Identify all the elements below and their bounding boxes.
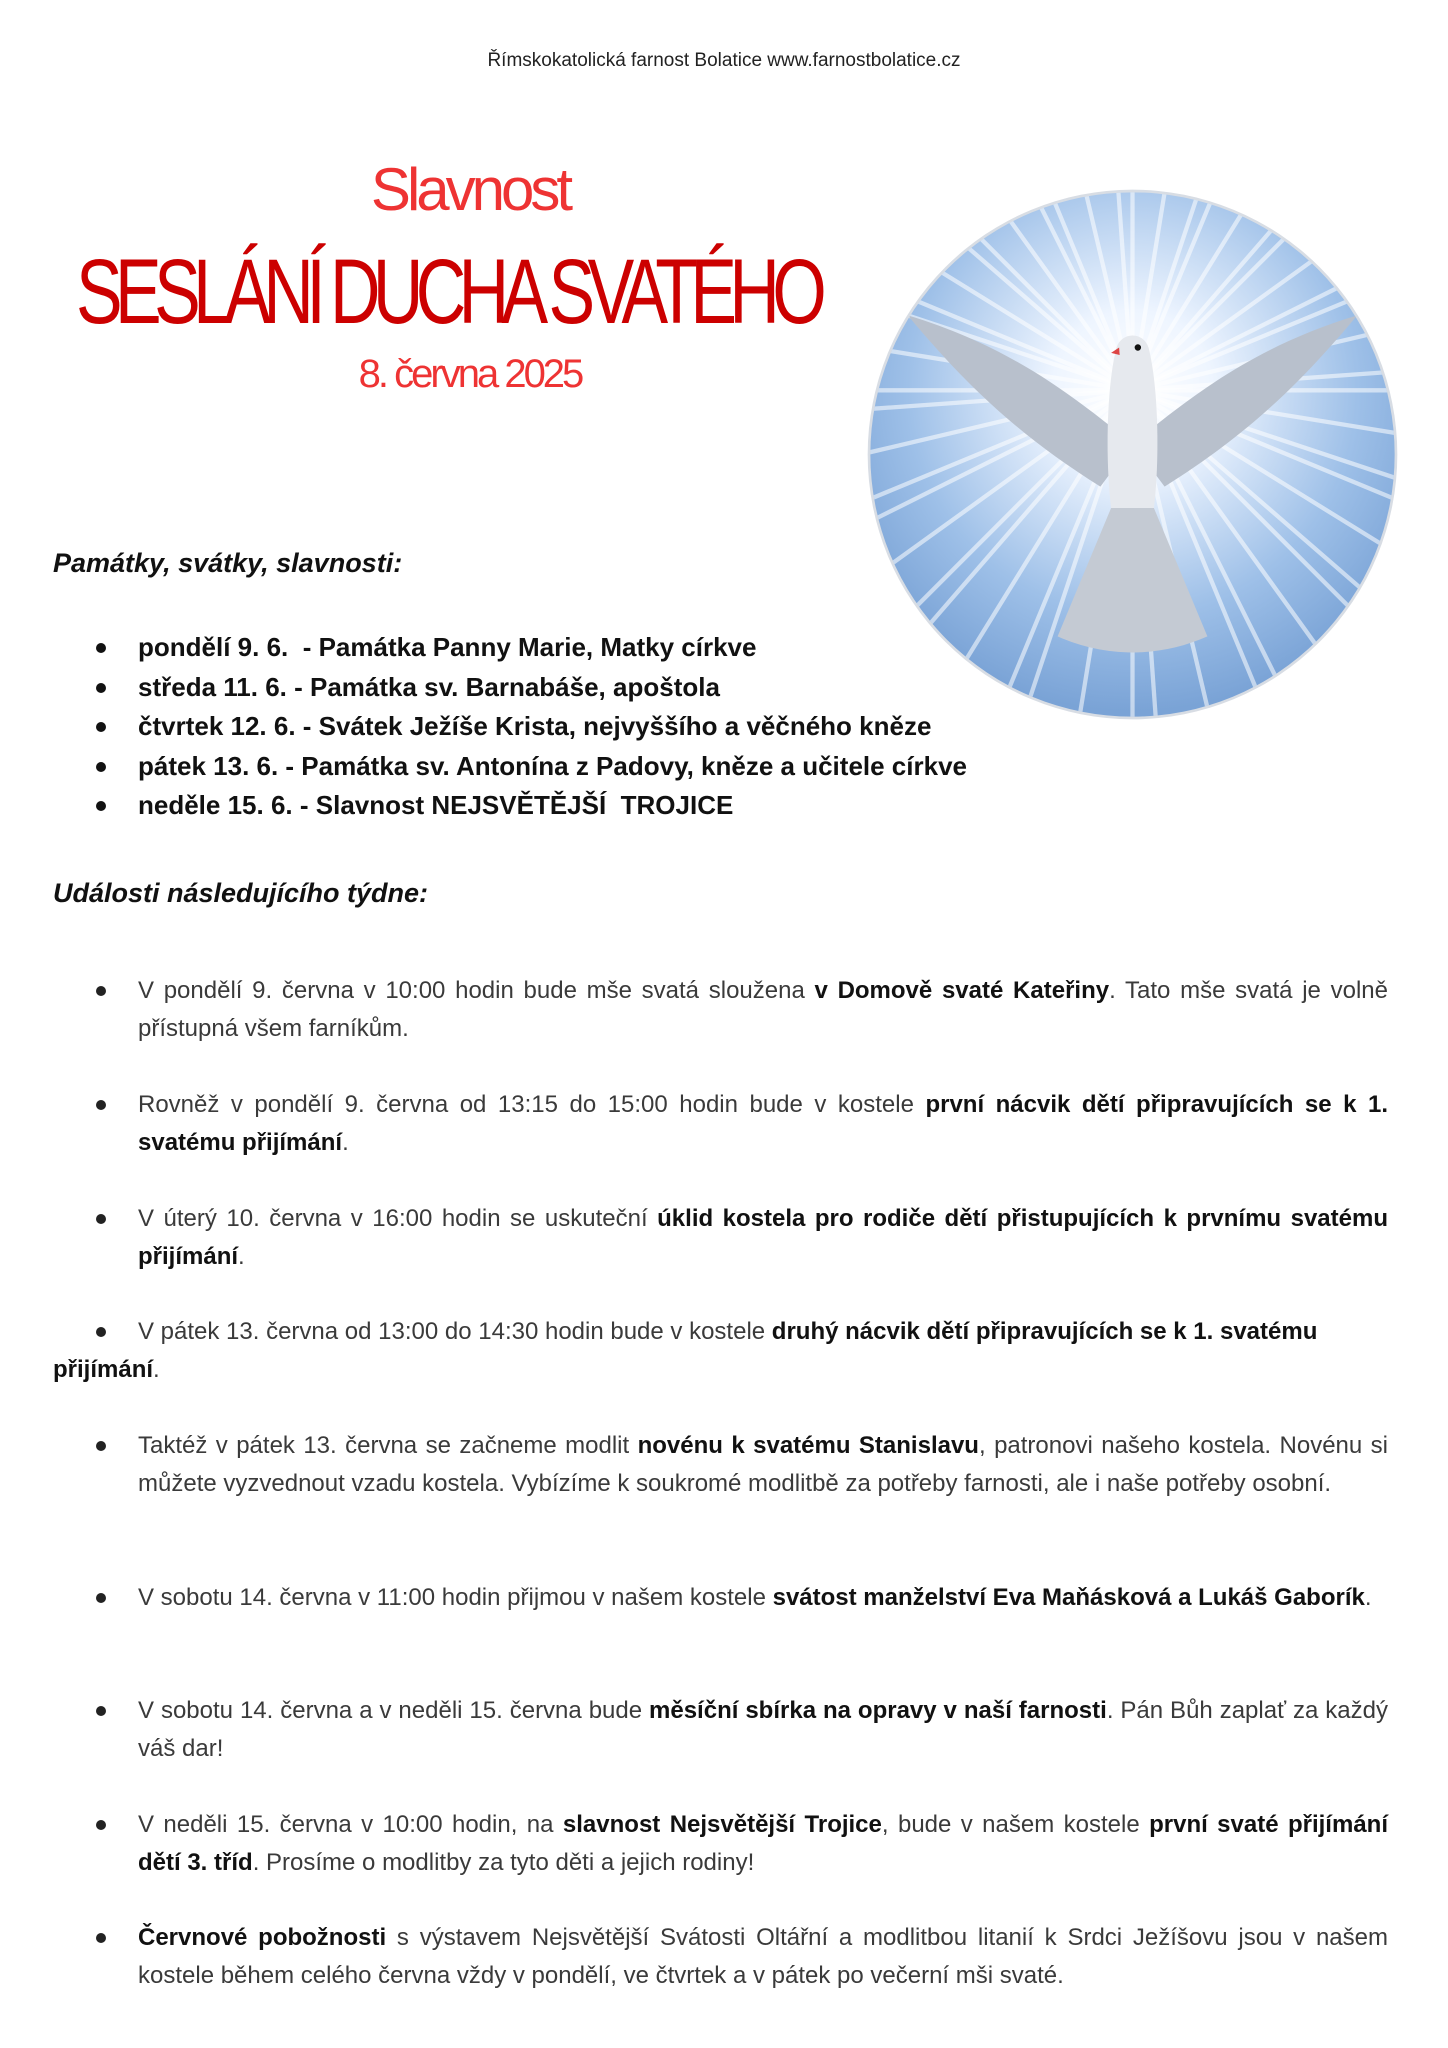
event-highlight: druhý nácvik dětí připravujících se k 1. svatému přijímání bbox=[53, 1318, 1318, 1383]
event-highlight: novénu k svatému Stanislavu bbox=[637, 1432, 979, 1459]
events-heading: Události následujícího týdne: bbox=[53, 878, 429, 908]
event-item bbox=[138, 1086, 1388, 1161]
event-text: s výstavem Nejsvětější Svátosti Oltářní a modlitbou litanií k Srdci Ježíšovu jsou v našem kostele během celého června vždy v pondělí, ve čtvrtek a v pátek po večerní mši svaté. bbox=[138, 1924, 1388, 1989]
event-highlight: svátost manželství Eva Maňásková a Lukáš Gaborík bbox=[772, 1584, 1365, 1611]
event-text: . bbox=[1364, 1584, 1372, 1611]
title-date: 8. června 2025 bbox=[358, 352, 582, 396]
event-text: . Pán Bůh zaplať za každý váš dar! bbox=[138, 1697, 1388, 1762]
event-highlight: první nácvik dětí připravujících se k 1. svatému přijímání bbox=[138, 1091, 1389, 1156]
bullet-icon bbox=[96, 1100, 106, 1110]
event-text: . Tato mše svatá je volně přístupná všem farníkům. bbox=[138, 977, 1388, 1042]
event-item bbox=[53, 1313, 1353, 1388]
event-text: Rovněž v pondělí 9. června od 13:15 do 15:00 hodin bude v kostele bbox=[138, 1091, 926, 1118]
bullet-icon bbox=[96, 1706, 106, 1716]
title-line-2: SESLÁNÍ DUCHA SVATÉHO bbox=[76, 241, 820, 343]
event-highlight: slavnost Nejsvětější Trojice bbox=[562, 1811, 882, 1838]
event-text: . bbox=[153, 1355, 160, 1383]
bullet-icon bbox=[96, 1214, 106, 1224]
event-text: V pondělí 9. června v 10:00 hodin bude mše svatá sloužena bbox=[138, 977, 815, 1004]
event-item bbox=[138, 1427, 1388, 1502]
event-item bbox=[138, 1692, 1388, 1767]
list-item bbox=[0, 707, 967, 747]
event-text: , bude v našem kostele bbox=[881, 1811, 1150, 1838]
feast-text: neděle 15. 6. - Slavnost NEJSVĚTĚJŠÍ TROJICE bbox=[138, 790, 734, 820]
event-item bbox=[138, 972, 1388, 1047]
bullet-icon bbox=[96, 762, 106, 772]
event-item bbox=[138, 1579, 1388, 1617]
event-item bbox=[138, 1806, 1388, 1881]
bullet-icon bbox=[96, 986, 106, 996]
event-text: . bbox=[342, 1128, 349, 1156]
event-text: V úterý 10. června v 16:00 hodin se uskuteční bbox=[138, 1205, 658, 1232]
list-item bbox=[0, 668, 967, 708]
page-header: Římskokatolická farnost Bolatice www.farnostbolatice.cz bbox=[487, 50, 961, 71]
bullet-icon bbox=[96, 643, 106, 653]
list-item bbox=[0, 747, 967, 787]
bullet-icon bbox=[96, 1820, 106, 1830]
feast-text: čtvrtek 12. 6. - Svátek Ježíše Krista, nejvyššího a věčného kněze bbox=[138, 711, 932, 741]
list-item bbox=[0, 786, 967, 826]
bullet-icon bbox=[96, 683, 106, 693]
event-text: V sobotu 14. června v 11:00 hodin přijmou v našem kostele bbox=[138, 1584, 773, 1611]
bullet-icon bbox=[96, 722, 106, 732]
event-text: Taktéž v pátek 13. června se začneme modlit bbox=[138, 1432, 638, 1459]
bullet-icon bbox=[96, 1441, 106, 1451]
bullet-icon bbox=[96, 1327, 106, 1337]
feast-text: pondělí 9. 6. - Památka Panny Marie, Matky církve bbox=[138, 632, 757, 662]
feasts-list bbox=[0, 628, 967, 826]
feast-text: středa 11. 6. - Památka sv. Barnabáše, apoštola bbox=[138, 671, 720, 702]
event-highlight: úklid kostela pro rodiče dětí přistupujících k prvnímu svatému přijímání bbox=[138, 1205, 1388, 1270]
feast-text: pátek 13. 6. - Památka sv. Antonína z Padovy, kněze a učitele církve bbox=[138, 750, 967, 781]
event-text: V sobotu 14. června a v neděli 15. června bude bbox=[138, 1697, 650, 1724]
event-text: . Prosíme o modlitby za tyto děti a jejich rodiny! bbox=[252, 1848, 755, 1876]
event-highlight: Červnové pobožnosti bbox=[138, 1924, 387, 1951]
bullet-icon bbox=[96, 1593, 106, 1603]
event-highlight: první svaté přijímání dětí 3. tříd bbox=[138, 1811, 1388, 1876]
event-highlight: měsíční sbírka na opravy v naší farnosti bbox=[649, 1697, 1107, 1724]
event-highlight: v Domově svaté Kateřiny bbox=[814, 977, 1110, 1004]
event-item bbox=[138, 1200, 1388, 1275]
event-text: . bbox=[238, 1242, 245, 1270]
bullet-icon bbox=[96, 801, 106, 811]
list-item bbox=[0, 628, 967, 668]
event-item bbox=[138, 1919, 1388, 1994]
feasts-heading: Památky, svátky, slavnosti: bbox=[53, 548, 403, 578]
event-text: V pátek 13. června od 13:00 do 14:30 hodin bude v kostele bbox=[138, 1318, 772, 1345]
event-text: V neděli 15. června v 10:00 hodin, na bbox=[138, 1811, 563, 1838]
title-line-1: Slavnost bbox=[370, 156, 570, 223]
bullet-icon bbox=[96, 1933, 106, 1943]
event-text: , patronovi našeho kostela. Novénu si můžete vyzvednout vzadu kostela. Vybízíme k soukromé modlitbě za potřeby farnosti, ale i naše potřeby osobní. bbox=[138, 1432, 1388, 1497]
